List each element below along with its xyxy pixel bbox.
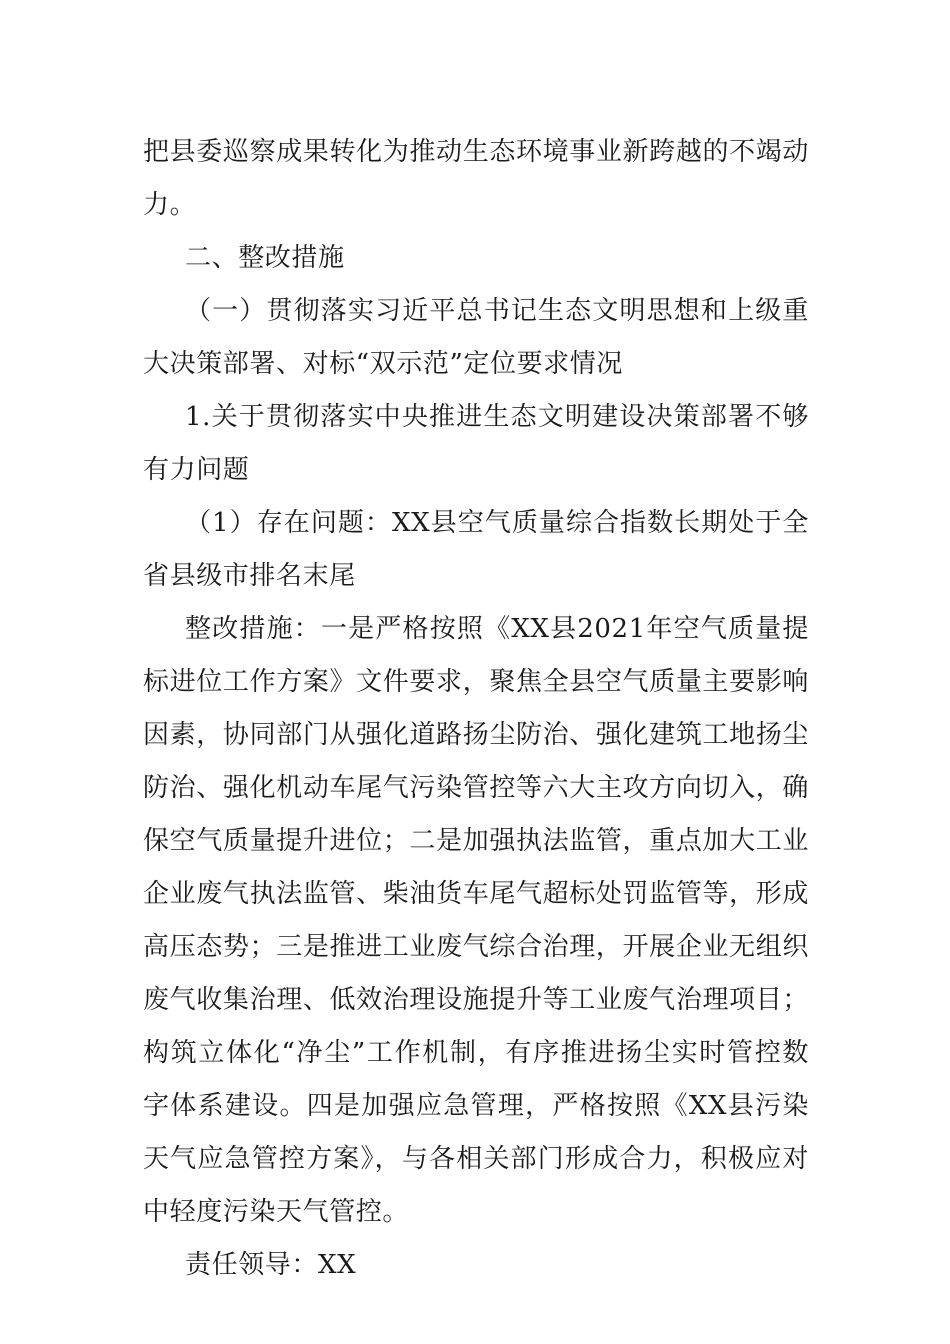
rectification-measures: 整改措施：一是严格按照《XX县2021年空气质量提标进位工作方案》文件要求，聚焦全县空气质量主要影响因素，协同部门从强化道路扬尘防治、强化建筑工地扬尘防治、强化机动车尾气污染管控等六大主攻方向切入，确保空气质量提升进位；二是加强执法监管，重点加大工业企业废气执法监管、柴油货车尾气超标处罚监管等，形成高压态势；三是推进工业废气综合治理，开展企业无组织废气收集治理、低效治理设施提升等工业废气治理项目；构筑立体化“净尘”工作机制，有序推进扬尘实时管控数字体系建设。四是加强应急管理，严格按照《XX县污染天气应急管控方案》，与各相关部门形成合力，积极应对中轻度污染天气管控。: [143, 614, 809, 1227]
item-heading: 1.关于贯彻落实中央推进生态文明建设决策部署不够有力问题: [143, 402, 809, 485]
document-body: [143, 126, 809, 1292]
section-heading: 二、整改措施: [185, 243, 345, 273]
problem-statement: （1）存在问题：XX县空气质量综合指数长期处于全省县级市排名末尾: [143, 508, 809, 591]
subsection-heading: （一）贯彻落实习近平总书记生态文明思想和上级重大决策部署、对标“双示范”定位要求情况: [143, 296, 809, 379]
responsible-leader: 责任领导：XX: [185, 1250, 357, 1280]
paragraph-continuation: 把县委巡察成果转化为推动生态环境事业新跨越的不竭动力。: [143, 137, 809, 220]
